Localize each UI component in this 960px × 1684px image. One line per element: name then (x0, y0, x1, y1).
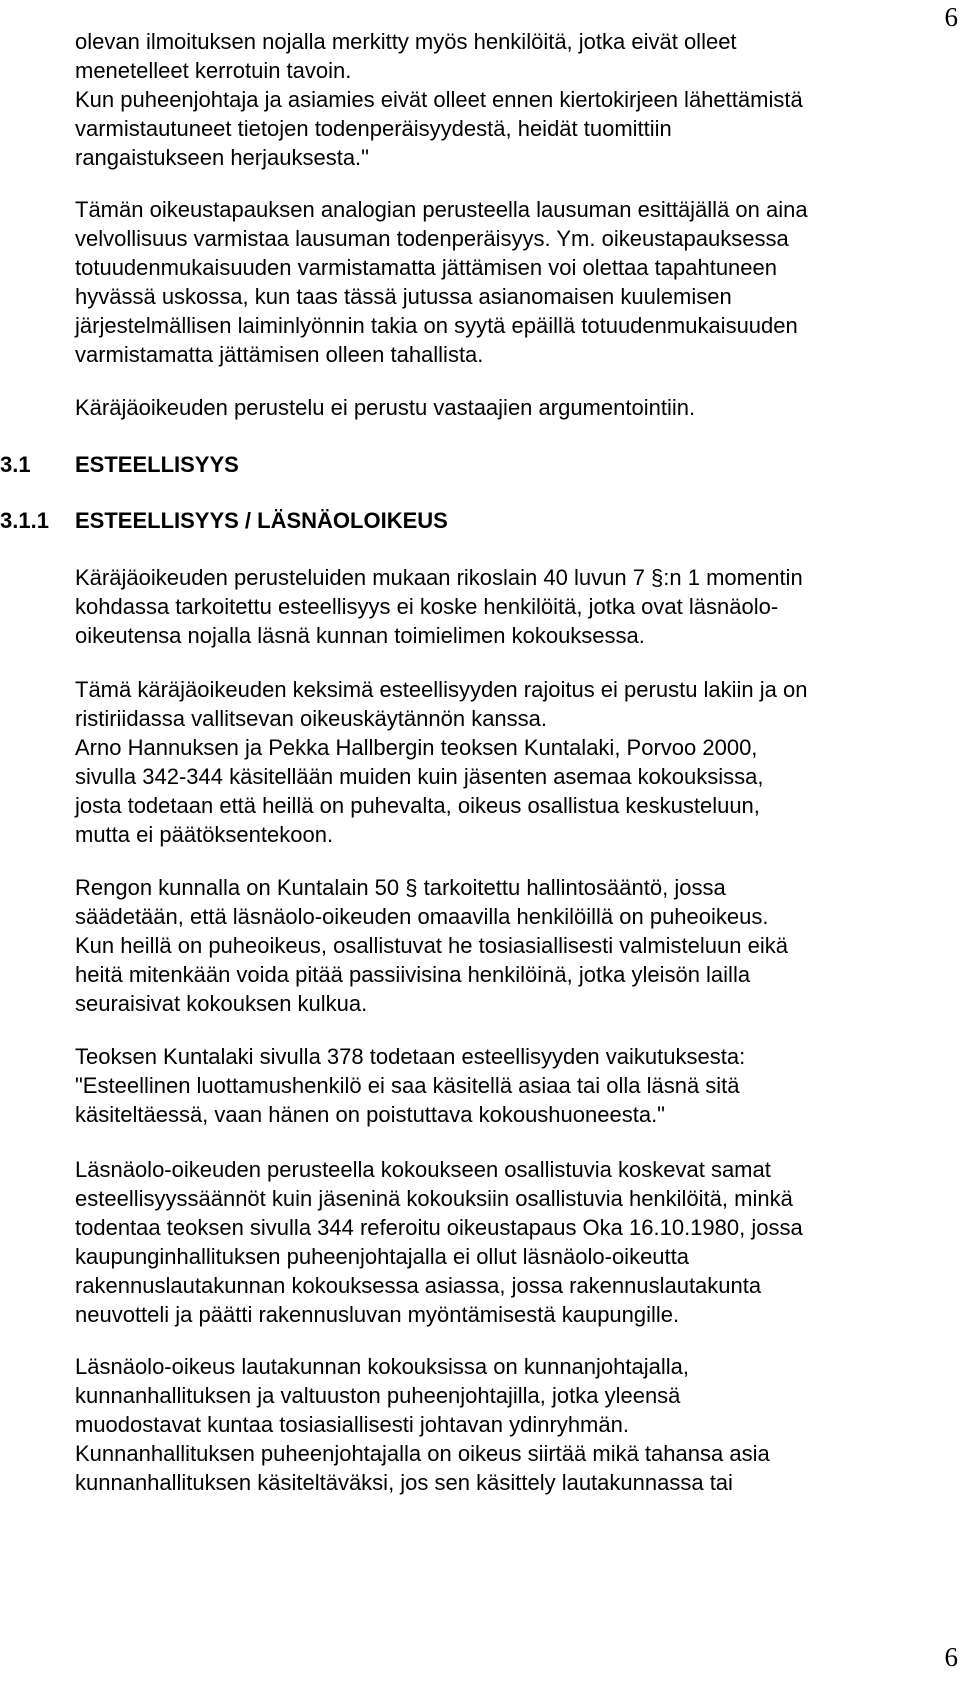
text-line: Tämä käräjäoikeuden keksimä esteellisyyden rajoitus ei perustu lakiin ja on (75, 677, 808, 702)
text-line: esteellisyyssäännöt kuin jäseninä kokouksiin osallistuvia henkilöitä, minkä (75, 1186, 793, 1211)
text-line: Kun heillä on puheoikeus, osallistuvat he tosiasiallisesti valmisteluun eikä (75, 933, 788, 958)
text-line: muodostavat kuntaa tosiasiallisesti johtavan ydinryhmän. (75, 1412, 629, 1437)
text-line: Kun puheenjohtaja ja asiamies eivät olleet ennen kiertokirjeen lähettämistä (75, 87, 803, 112)
text-line: säädetään, että läsnäolo-oikeuden omaavilla henkilöillä on puheoikeus. (75, 904, 769, 929)
paragraph (75, 563, 955, 650)
text-line: josta todetaan että heillä on puhevalta, oikeus osallistua keskusteluun, (75, 793, 760, 818)
paragraph (75, 393, 955, 422)
text-line: rakennuslautakunnan kokouksessa asiassa, jossa rakennuslautakunta (75, 1273, 762, 1298)
text-line: kaupunginhallituksen puheenjohtajalla ei ollut läsnäolo-oikeutta (75, 1244, 690, 1269)
text-line: rangaistukseen herjauksesta." (75, 145, 369, 170)
text-line: Läsnäolo-oikeus lautakunnan kokouksissa on kunnanjohtajalla, (75, 1354, 689, 1379)
text-line: varmistamatta jättämisen olleen tahallista. (75, 342, 484, 367)
text-line: olevan ilmoituksen nojalla merkitty myös henkilöitä, jotka eivät olleet (75, 29, 737, 54)
text-line: käsiteltäessä, vaan hänen on poistuttava kokoushuoneesta." (75, 1102, 665, 1127)
text-line: Teoksen Kuntalaki sivulla 378 todetaan esteellisyyden vaikutuksesta: (75, 1044, 746, 1069)
page-number-bottom: 6 (944, 1642, 958, 1672)
paragraph (75, 1352, 955, 1497)
text-line: Tämän oikeustapauksen analogian perusteella lausuman esittäjällä on aina (75, 197, 808, 222)
page-number-top: 6 (944, 2, 958, 32)
text-line: totuudenmukaisuuden varmistamatta jättämisen voi olettaa tapahtuneen (75, 255, 777, 280)
paragraph (75, 1155, 955, 1329)
text-line: Rengon kunnalla on Kuntalain 50 § tarkoitettu hallintosääntö, jossa (75, 875, 726, 900)
text-line: todentaa teoksen sivulla 344 referoitu oikeustapaus Oka 16.10.1980, jossa (75, 1215, 803, 1240)
text-line: Läsnäolo-oikeuden perusteella kokoukseen osallistuvia koskevat samat (75, 1157, 771, 1182)
paragraph (75, 27, 955, 172)
text-line: oikeutensa nojalla läsnä kunnan toimielimen kokouksessa. (75, 623, 645, 648)
paragraph (75, 195, 955, 369)
text-line: ristiriidassa vallitsevan oikeuskäytännön kanssa. (75, 706, 548, 731)
text-line: "Esteellinen luottamushenkilö ei saa käsitellä asiaa tai olla läsnä sitä (75, 1073, 740, 1098)
text-line: seuraisivat kokouksen kulkua. (75, 991, 368, 1016)
text-line: velvollisuus varmistaa lausuman todenperäisyys. Ym. oikeustapauksessa (75, 226, 789, 251)
text-line: kunnanhallituksen ja valtuuston puheenjohtajilla, jotka yleensä (75, 1383, 681, 1408)
section-number: 3.1 (0, 452, 31, 477)
text-line: Arno Hannuksen ja Pekka Hallbergin teoksen Kuntalaki, Porvoo 2000, (75, 735, 758, 760)
text-line: hyvässä uskossa, kun taas tässä jutussa asianomaisen kuulemisen (75, 284, 732, 309)
paragraph (75, 873, 955, 1018)
text-line: menetelleet kerrotuin tavoin. (75, 58, 352, 83)
text-line: Käräjäoikeuden perustelu ei perustu vastaajien argumentointiin. (75, 395, 696, 420)
text-line: varmistautuneet tietojen todenperäisyydestä, heidät tuomittiin (75, 116, 672, 141)
text-line: sivulla 342-344 käsitellään muiden kuin jäsenten asemaa kokouksissa, (75, 764, 764, 789)
paragraph (75, 1042, 955, 1129)
text-line: kohdassa tarkoitettu esteellisyys ei koske henkilöitä, jotka ovat läsnäolo- (75, 594, 779, 619)
text-line: Käräjäoikeuden perusteluiden mukaan rikoslain 40 luvun 7 §:n 1 momentin (75, 565, 803, 590)
text-line: kunnanhallituksen käsiteltäväksi, jos sen käsittely lautakunnassa tai (75, 1470, 733, 1495)
text-line: heitä mitenkään voida pitää passiivisina henkilöinä, jotka yleisön lailla (75, 962, 751, 987)
text-line: mutta ei päätöksentekoon. (75, 822, 334, 847)
paragraph (75, 675, 955, 849)
section-number: 3.1.1 (0, 508, 49, 533)
text-line: neuvotteli ja päätti rakennusluvan myöntämisestä kaupungille. (75, 1302, 680, 1327)
text-line: järjestelmällisen laiminlyönnin takia on syytä epäillä totuudenmukaisuuden (75, 313, 798, 338)
section-title: ESTEELLISYYS / LÄSNÄOLOIKEUS (75, 508, 448, 533)
text-line: Kunnanhallituksen puheenjohtajalla on oikeus siirtää mikä tahansa asia (75, 1441, 770, 1466)
section-title: ESTEELLISYYS (75, 452, 239, 477)
